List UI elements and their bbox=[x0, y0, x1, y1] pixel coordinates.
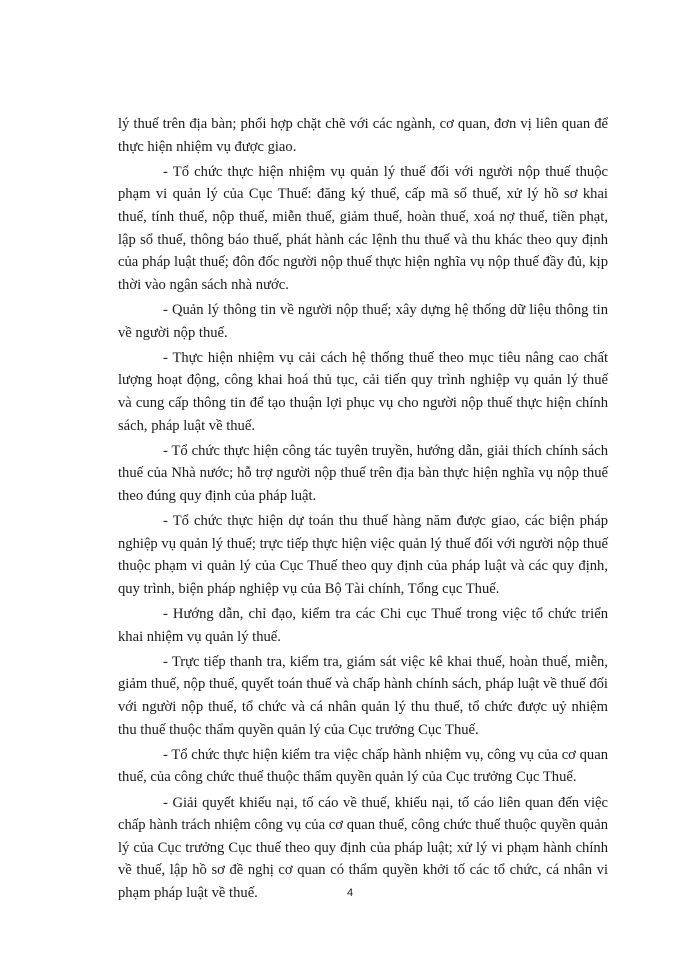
paragraph-tax-reform: - Thực hiện nhiệm vụ cải cách hệ thống thuế theo mục tiêu nâng cao chất lượng hoạt động, công khai hoá thủ tục, cải tiến quy trình nghiệp vụ quản lý thuế và cung cấp thông tin để tạo thuận lợi phục vụ cho người nộp thuế thực hiện chính sách, pháp luật về thuế. bbox=[118, 349, 608, 434]
paragraph-revenue-estimates: - Tổ chức thực hiện dự toán thu thuế hàng năm được giao, các biện pháp nghiệp vụ quản lý thuế; trực tiếp thực hiện việc quản lý thuế đối với người nộp thuế thuộc phạm vi quản lý của Cục Thuế theo quy định của pháp luật và các quy định, quy trình, biện pháp nghiệp vụ của Bộ Tài chính, Tổng cục Thuế. bbox=[118, 513, 608, 597]
paragraph-continuation: lý thuế trên địa bàn; phối hợp chặt chẽ với các ngành, cơ quan, đơn vị liên quan để thực hiện nhiệm vụ được giao. bbox=[118, 116, 608, 155]
paragraph-direct-sub-departments: - Hướng dẫn, chỉ đạo, kiểm tra các Chi cục Thuế trong việc tổ chức triển khai nhiệm vụ quản lý thuế. bbox=[118, 606, 608, 645]
paragraph-propaganda-guidance: - Tổ chức thực hiện công tác tuyên truyền, hướng dẫn, giải thích chính sách thuế của Nhà nước; hỗ trợ người nộp thuế trên địa bàn thực hiện nghĩa vụ nộp thuế theo đúng quy định của pháp luật. bbox=[118, 442, 608, 504]
paragraph-internal-inspection: - Tổ chức thực hiện kiểm tra việc chấp hành nhiệm vụ, công vụ của cơ quan thuế, của công chức thuế thuộc thẩm quyền quản lý của Cục trưởng Cục Thuế. bbox=[118, 746, 608, 786]
paragraph-complaints: - Giải quyết khiếu nại, tố cáo về thuế, khiếu nại, tố cáo liên quan đến việc chấp hành trách nhiệm công vụ của cơ quan thuế, công chức thuế thuộc quyền quản lý của Cục trưởng Cục thuế theo quy định của pháp luật; xử lý vi phạm hành chính về thuế, lập hồ sơ đề nghị cơ quan có thẩm quyền khởi tố các tổ chức, cá nhân vi phạm pháp luật về thuế. bbox=[118, 794, 608, 901]
page-number: 4 bbox=[346, 887, 354, 899]
paragraph-tax-management-duties: - Tổ chức thực hiện nhiệm vụ quản lý thuế đối với người nộp thuế thuộc phạm vi quản lý của Cục Thuế: đăng ký thuế, cấp mã số thuế, xử lý hồ sơ khai thuế, tính thuế, nộp thuế, miễn thuế, giảm thuế, hoàn thuế, xoá nợ thuế, tiền phạt, lập sổ thuế, thông báo thuế, phát hành các lệnh thu thuế và thu khác theo quy định của pháp luật thuế; đôn đốc người nộp thuế thực hiện nghĩa vụ nộp thuế đầy đủ, kịp thời vào ngân sách nhà nước. bbox=[118, 163, 608, 293]
paragraph-taxpayer-information: - Quản lý thông tin về người nộp thuế; xây dựng hệ thống dữ liệu thông tin về người nộp thuế. bbox=[118, 301, 608, 341]
paragraph-inspection: - Trực tiếp thanh tra, kiểm tra, giám sát việc kê khai thuế, hoàn thuế, miễn, giảm thuế, nộp thuế, quyết toán thuế và chấp hành chính sách, pháp luật về thuế đối với người nộp thuế, tổ chức và cá nhân quản lý thu thuế, tổ chức được uỷ nhiệm thu thuế thuộc thẩm quyền quản lý của Cục trưởng Cục Thuế. bbox=[118, 653, 608, 738]
document-body bbox=[118, 113, 608, 907]
